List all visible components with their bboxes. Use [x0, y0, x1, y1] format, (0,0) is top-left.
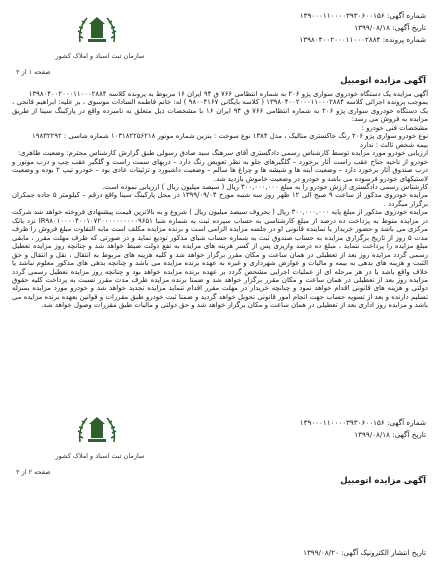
body-paragraph: مشخصات فنی خودرو : — [361, 123, 428, 132]
notice-body — [12, 90, 428, 310]
publish-date: تاریخ انتشار الکترونیک آگهی: ۱۳۹۹/۰۸/۲۰ — [303, 548, 426, 557]
org-name: سازمان ثبت اسناد و املاک کشور — [55, 52, 145, 60]
body-paragraph: بیمه شخص ثالث : ندارد — [359, 140, 428, 149]
ad-date: تاریخ آگهی: ۱۳۹۹/۰۸/۱۸ — [354, 430, 426, 439]
page-number: صفحه ۱ از ۲ — [16, 68, 51, 76]
body-paragraph: بموجب پرونده اجرائی کلاسه ۱۳۹۸۰۴۰۰۲۰۰۰۱۱۰۰۰۲۸۸۴ ( کلاسه بایگانی ۹۸۰۰۴۱۶۷ ) له: خانم فاطمه السادات موسوی ، بر علیه: ابراهیم فاتحی ، یک دستگاه خودروی سواری پژو ۲۰۶ به شماره انتظامی ۷۶۶ ق ۹۴ ایران ۱۶ با مشخصات ذیل متعلق به نامبرده واقع در پارکینگ سینا از طریق مزایده به فروش می رسد: — [12, 98, 428, 124]
body-paragraph: خودرو از ناحیه جناح عقب راست آثار برخورد – گلگیرهای جلو به نظر تعویض رنگ دارد – دربهای سمت راست و گلگیر عقب چپ و درب موتور و درب صندوق آثار برخورد دارد – وضعیت آینه ها و شیشه ها و چراغ ها سالم – وضعیت داشبورد و تزئینات عادی بود – خودرو تیپ ۲ بوده و وضعیت لاستیکهای خودرو فرسوده می باشد و خودرو در وضعیت خاموش بازدید شد. — [12, 157, 428, 183]
body-paragraph: مزایده خودروی مذکور از ساعت ۹ صبح الی ۱۲ ظهر روز سه شنبه مورخ ۱۳۹۹/۰۹/۰۴ در محل پارکینگ سینا واقع درقم – کیلومتر ۵ جاده جمکران برگزار میگردد . — [12, 191, 428, 208]
body-paragraph: آگهی مزایده یک دستگاه خودروی سواری پژو ۲۰۶ به شماره انتظامی ۷۶۶ ق ۹۴ ایران ۱۶ مربوط به پرونده کلاسه ۱۳۹۸۰۴۰۰۲۰۰۰۱۱۰۰۰۲۸۸۴ — [28, 90, 428, 98]
ad-date: تاریخ آگهی: ۱۳۹۹/۰۸/۱۸ — [354, 23, 426, 32]
body-paragraph: ارزیابی خودرو مورد مزایده توسط کارشناس رسمی دادگستری آقای سرهنگ سید صادق رسولی طبق گزارش کارشناس محترم: وضعیت ظاهری: — [17, 149, 428, 158]
body-paragraph: نوع خودرو سواری پژو ۲۰۶ رنگ خاکستری متالیک ، مدل ۱۳۸۴ نوع سوخت : بنزین شماره موتور ۱۰۳۱۸۲۲۵۶۲۱۸ شماره شاسی : ۱۹۸۳۲۲۹۲ — [32, 132, 428, 141]
body-paragraph: مزایده خودروی مذکور از مبلغ پایه ۳۰۰,۰۰۰,۰۰۰ ریال ( بحروف سیصد میلیون ریال ) شروع و به بالاترین قیمت پیشنهادی فروخته خواهد شد شرکت در مزایده منوط به پرداخت ده درصد از مبلغ کارشناسی به حساب سپرده ثبت به شماره شبا IR۹۸۰۱۰۰۰۰۴۰۰۱۰۷۲۰۰۰۰۰۰۰۰۰۰۹۶۵۱ نزد بانک مرکزی می باشد و حضور خریدار یا نماینده قانونی او در جلسه مزایده الزامی است و برنده مزایده مکلف است مابه التفاوت مبلغ فروش را ظرف مدت ۵ روز از تاریخ برگزاری مزایده به حساب صندوق ثبت به شماره حساب شبای مذکور تودیع نماید و در صورتی که ظرف مهلت مقرر ، مابقی مبلغ مزایده را پرداخت ننماید ، مبلغ ده درصد واریزی پس از کسر هزینه های مزایده به نفع دولت ضبط خواهد شد و چنانچه روز مزایده تعطیل رسمی گردد مزایده روز بعد از تعطیلی در همان ساعت و مکان مقرر برگزار خواهد شد و کلیه هزینه های مربوط به انتقال ، نقل و انتقال و حق الثبت و هزینه های بدهی به بیمه و مالیات و عوارض شهرداری و غیره به عهده برنده مزایده می باشد و چنانچه بدهی های مذکور معلوم نباشد یا خلاف واقع باشد یا در هر مرحله ای از عملیات اجرایی مشخص گردد بر عهده برنده مزایده خواهد بود و چنانچه روز مزایده تعطیل رسمی گردد مزایده روز بعد از تعطیلی در همان ساعت و مکان مقرر برگزار خواهد شد و ضمنا برنده مزایده ظرف مدت مقرر نسبت به پرداخت کلیه حقوق دولتی و هزینه های قانونی اقدام خواهد نمود و چنانچه خریدار در مهلت مقرر اقدام ننماید مزایده تجدید خواهد شد و خودرو مورد مزایده بمنزله تسلیم دارنده و بعد از تسویه حساب جهت انجام امور قانونی تحویل خواهد گردید و ضمنا ثبت خودرو طبق مقررات و قوانین بعهده برنده مزایده می باشد و مزایده روز اداری بعد از تعطیلی در همان ساعت و مکان برگزار خواهد شد و حق دولتی و مالیات طبق مقررات وصول خواهد شد. — [12, 208, 428, 310]
registration-org-emblem-icon — [74, 10, 120, 50]
notice-title: آگهی مزایده اتومبیل — [340, 476, 426, 486]
org-name: سازمان ثبت اسناد و املاک کشور — [55, 452, 145, 460]
body-paragraph: کارشناس رسمی دادگستری ارزش خودرو را به مبلغ ۳۰۰,۰۰۰,۰۰۰ ریال ( سیصد میلیون ریال ) ارزیابی نموده است. — [101, 182, 428, 191]
ad-number: شماره آگهی: ۱۳۹۰۰۰۱۱۰۰۰۰۳۹۳۰۶۰۰۱۵۶ — [299, 418, 426, 427]
file-number: شماره پرونده: ۱۳۹۸۰۴۰۰۲۰۰۰۱۱۰۰۰۲۸۸۴ — [299, 35, 426, 44]
registration-org-emblem-icon — [74, 410, 120, 450]
page-number: صفحه ۲ از ۲ — [16, 468, 51, 476]
ad-number: شماره آگهی: ۱۳۹۰۰۰۱۱۰۰۰۰۳۹۳۰۶۰۰۱۵۶ — [299, 11, 426, 20]
notice-title: آگهی مزایده اتومبیل — [340, 76, 426, 86]
